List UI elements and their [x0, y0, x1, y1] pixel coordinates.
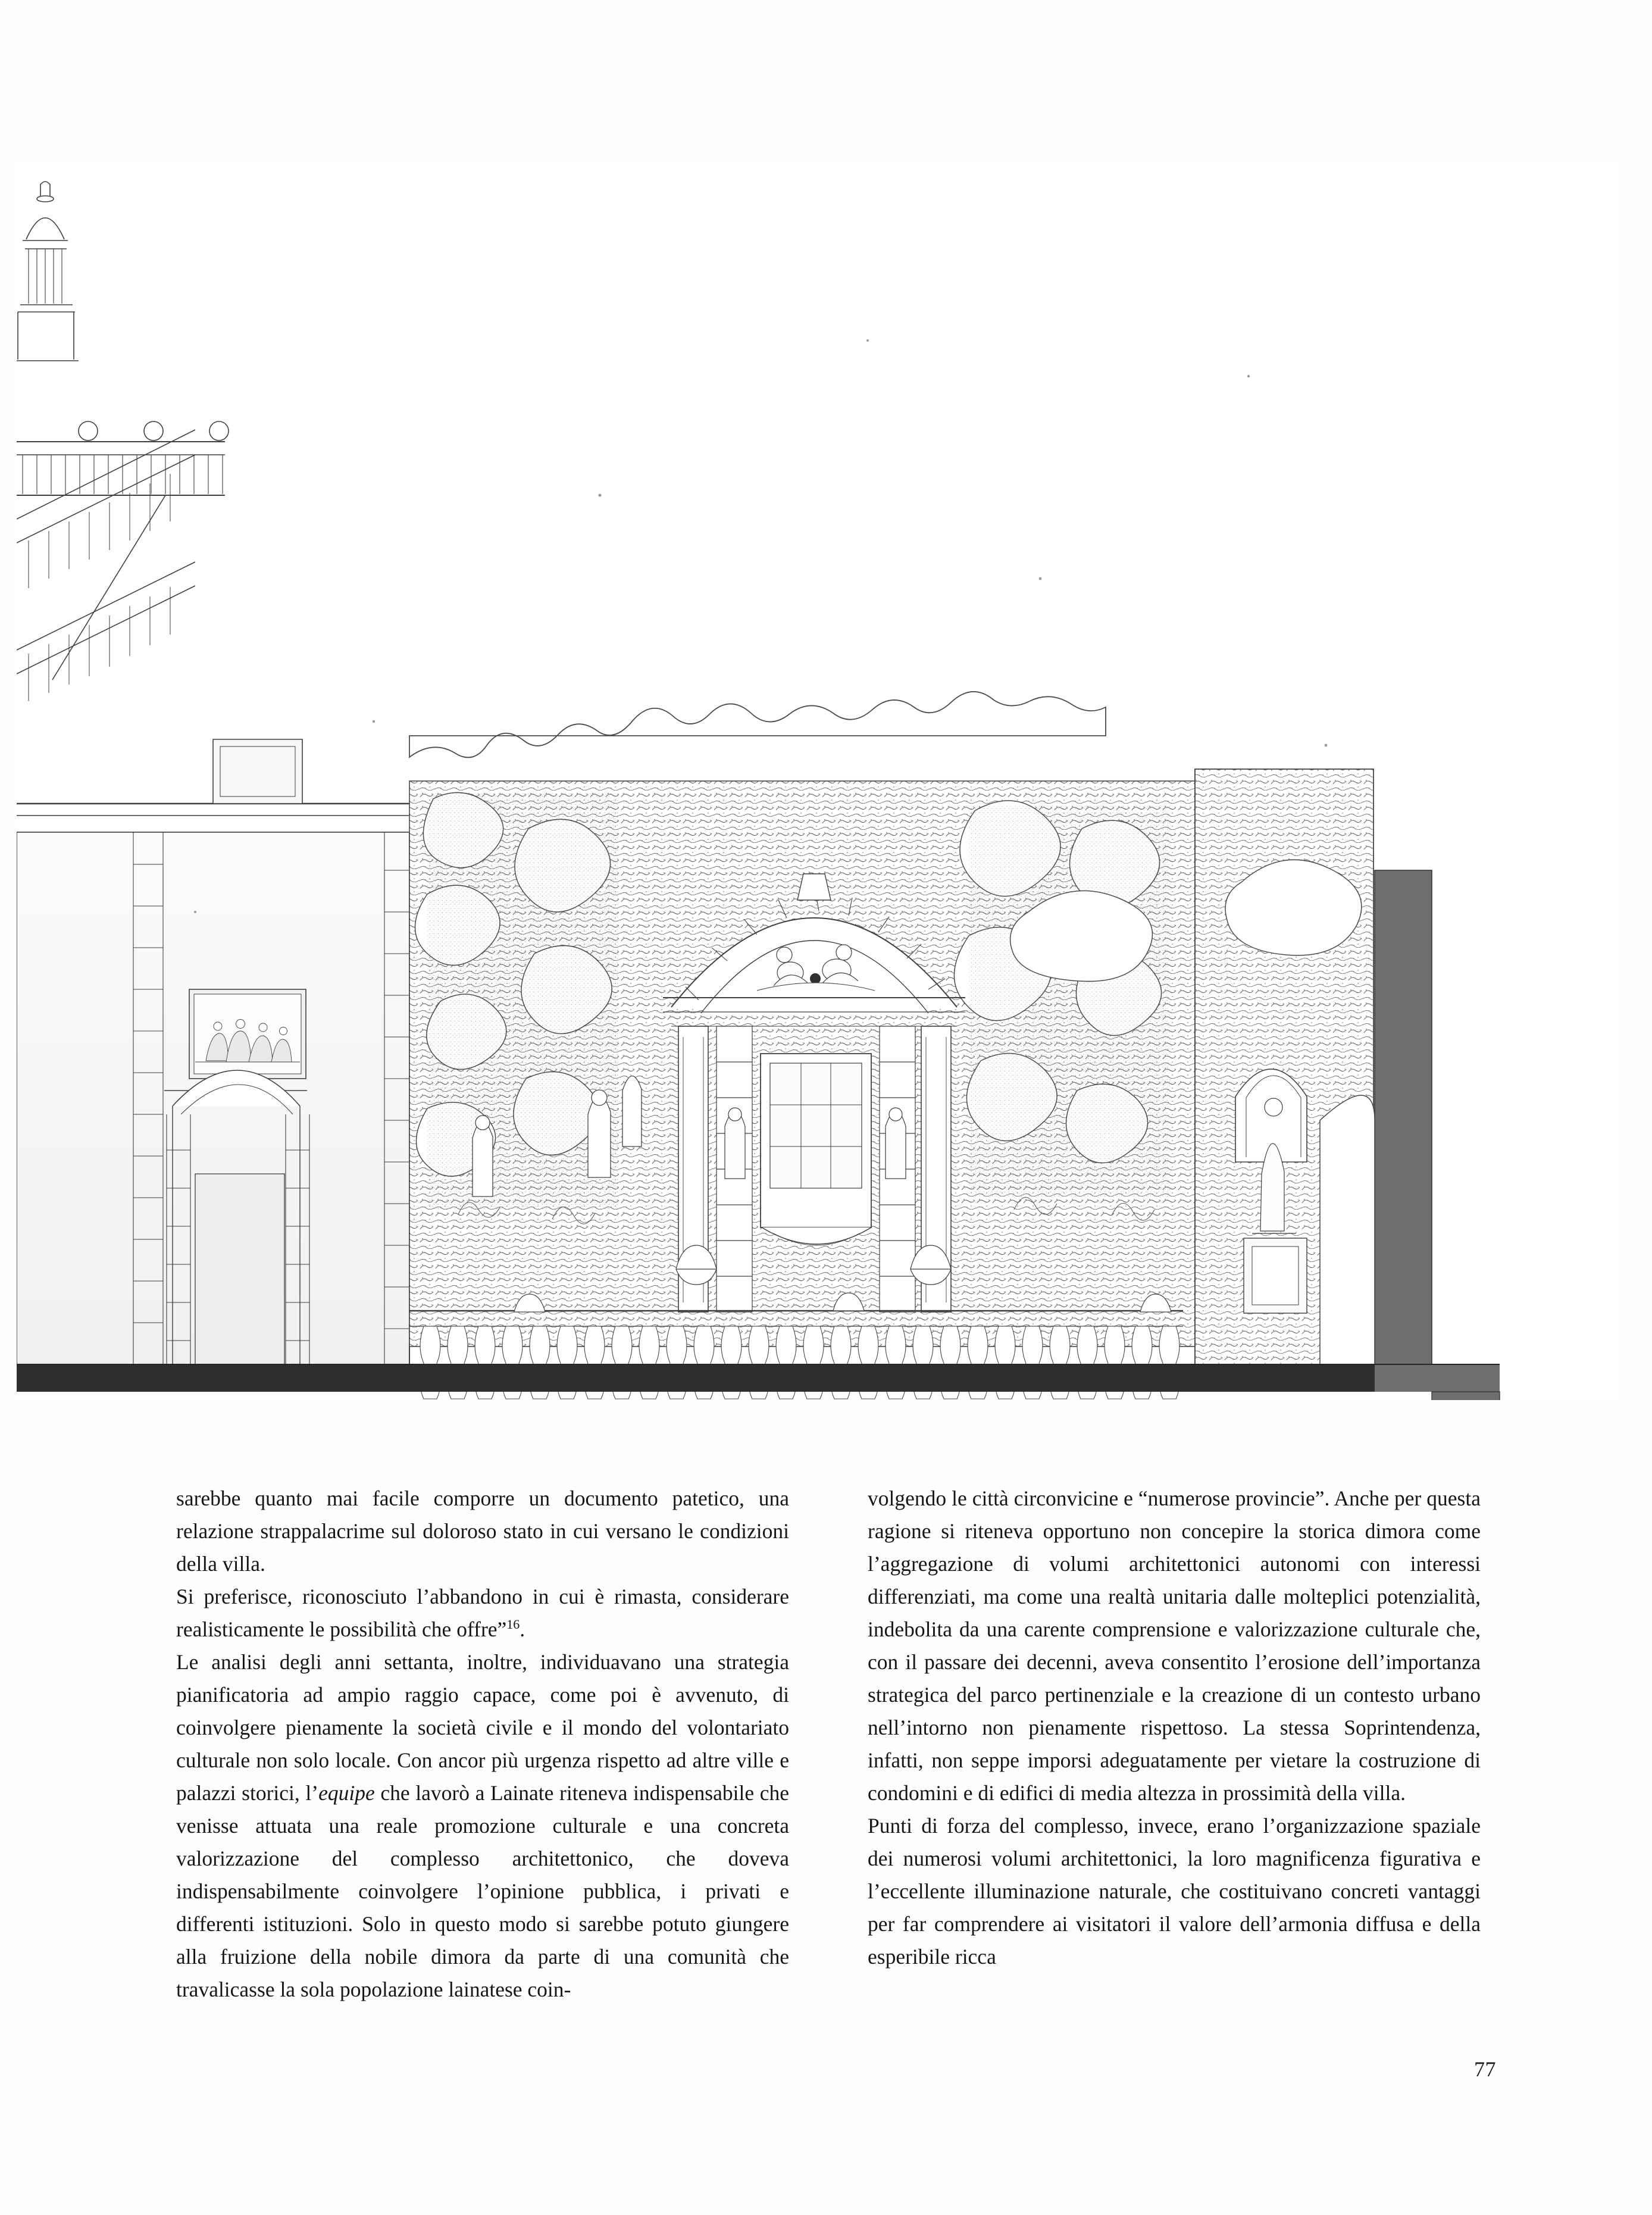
- page-number: 77: [1474, 2057, 1496, 2081]
- body-text-columns: [176, 1482, 1481, 2006]
- emphasis-equipe: equipe: [318, 1781, 375, 1805]
- elevation-drawing-svg: [17, 162, 1617, 1400]
- left-column: [176, 1482, 789, 2006]
- figure-architectural-elevation: [17, 162, 1617, 1400]
- right-column: [868, 1482, 1481, 2006]
- footnote-reference: 16: [506, 1617, 520, 1632]
- paragraph-right-2: Punti di forza del complesso, invece, erano l’organizzazione spaziale dei numerosi volumi architettonici, la loro magnificenza figurativa e l’eccellente illuminazione naturale, che costituivano concreti vantaggi per far comprendere ai visitatori il valore dell’armonia diffusa e della esperibile ricca: [868, 1814, 1481, 1969]
- figure-image-area: [17, 162, 1617, 1400]
- paragraph-right-1: volgendo le città circonvicine e “numerose provincie”. Anche per questa ragione si riteneva opportuno non concepire la storica dimora come l’aggregazione di volumi architettonici autonomi con interessi differenziati, ma come una realtà unitaria dalle molteplici potenzialità, indebolita da una carente comprensione e valorizzazione culturale che, con il passare dei decenni, aveva consentito l’erosione dell’importanza strategica del parco pertinenziale e la creazione di un contesto urbano nell’intorno non pienamente rispettoso. La stessa Soprintendenza, infatti, non seppe imporsi adeguatamente per vietare la costruzione di condomini e di edifici di media altezza in prossimità della villa.: [868, 1486, 1481, 1805]
- paragraph-left-2: Si preferisce, riconosciuto l’abbandono in cui è rimasta, considerare realisticamente le possibilità che offre”$^{16}$.: [176, 1585, 789, 1641]
- paragraph-left-3: Le analisi degli anni settanta, inoltre, individuavano una strategia pianificatoria ad ampio raggio capace, come poi è avvenuto, di coinvolgere pienamente la società civile e il mondo del volontariato culturale non solo locale. Con ancor più urgenza rispetto ad altre ville e palazzi storici, l’equipe che lavorò a Lainate riteneva indispensabile che venisse attuata una reale promozione culturale e una concreta valorizzazione del complesso architettonico, che doveva indispensabilmente coinvolgere l’opinione pubblica, i privati e differenti istituzioni. Solo in questo modo si sarebbe potuto giungere alla fruizione della nobile dimora da parte di una comunità che travalicasse la sola popolazione lainatese coin-: [176, 1650, 790, 2001]
- paragraph-left-1: sarebbe quanto mai facile comporre un documento patetico, una relazione strappalacrime sul doloroso stato in cui versano le condizioni della villa.: [176, 1486, 789, 1576]
